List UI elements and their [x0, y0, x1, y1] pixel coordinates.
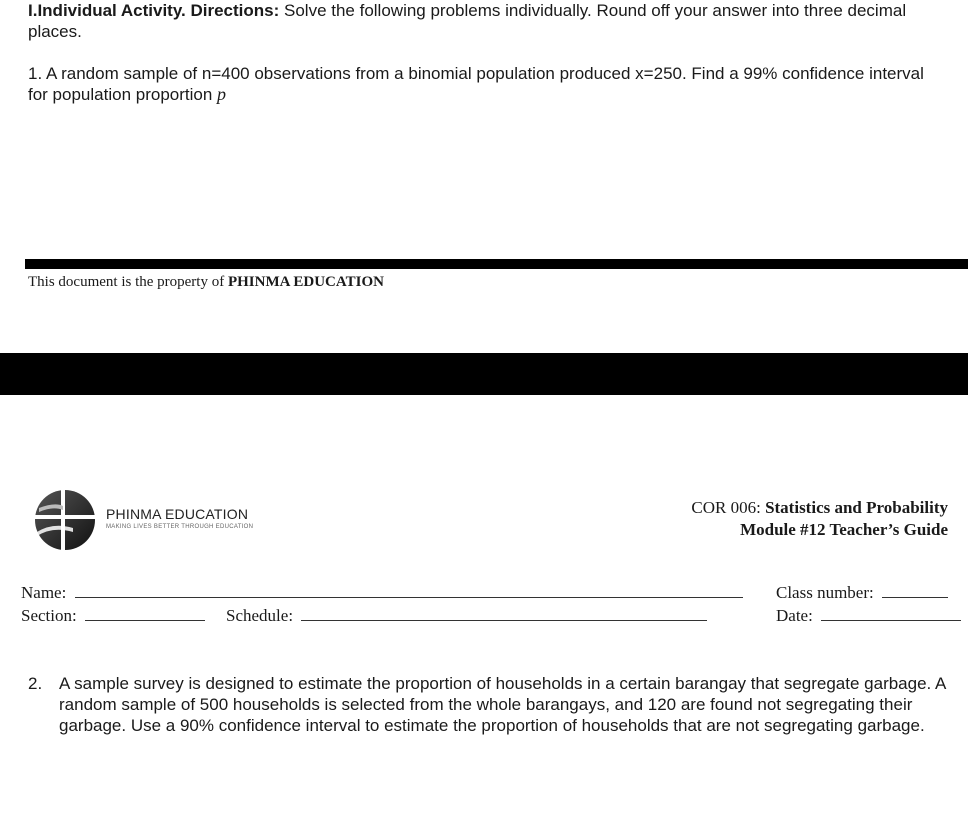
activity-instructions: Solve the following problems individually. Round off your answer into three decimal places. [28, 1, 907, 41]
property-note-owner: PHINMA EDUCATION [227, 274, 384, 290]
logo-tagline: MAKING LIVES BETTER THROUGH EDUCATION [106, 524, 254, 530]
problem-2-number: 2. [28, 674, 43, 693]
section-field[interactable] [21, 606, 205, 626]
course-name: Statistics and Probability [765, 498, 948, 517]
date-field[interactable] [776, 606, 968, 626]
logo-name: PHINMA EDUCATION [106, 506, 249, 522]
date-line[interactable] [821, 606, 961, 621]
module-title: Module #12 Teacher’s Guide [740, 520, 948, 539]
phinma-logo-icon [33, 488, 97, 552]
schedule-label: Schedule: [226, 606, 294, 625]
activity-heading: I.Individual Activity. Directions: [28, 1, 280, 20]
class-number-field[interactable] [776, 583, 968, 603]
activity-directions [28, 0, 928, 42]
property-note [28, 274, 384, 291]
problem-1 [28, 63, 928, 105]
page-divider [25, 259, 968, 269]
problem-2 [28, 673, 948, 736]
page-break-band [0, 353, 968, 395]
name-label: Name: [21, 583, 67, 602]
section-label: Section: [21, 606, 77, 625]
name-line[interactable] [75, 583, 743, 598]
schedule-line[interactable] [301, 606, 707, 621]
course-code: COR 006: [691, 498, 761, 517]
problem-1-text: 1. A random sample of n=400 observations from a binomial population produced x=250. Find a 99% confidence interval for population proportion [28, 64, 924, 104]
section-line[interactable] [85, 606, 205, 621]
class-number-line[interactable] [882, 583, 948, 598]
name-field[interactable] [21, 583, 743, 603]
schedule-field[interactable] [226, 606, 707, 626]
date-label: Date: [776, 606, 813, 625]
class-number-label: Class number: [776, 583, 874, 602]
course-title [691, 498, 948, 518]
problem-2-text: A sample survey is designed to estimate the proportion of households in a certain barangay that segregate garbage. A random sample of 500 households is selected from the whole barangays, and 120 are found not segregating their garbage. Use a 90% confidence interval to estimate the proportion of households that are not segregating garbage. [59, 674, 946, 735]
problem-1-variable: p [217, 84, 227, 104]
property-note-prefix: This document is the property of [28, 274, 225, 290]
